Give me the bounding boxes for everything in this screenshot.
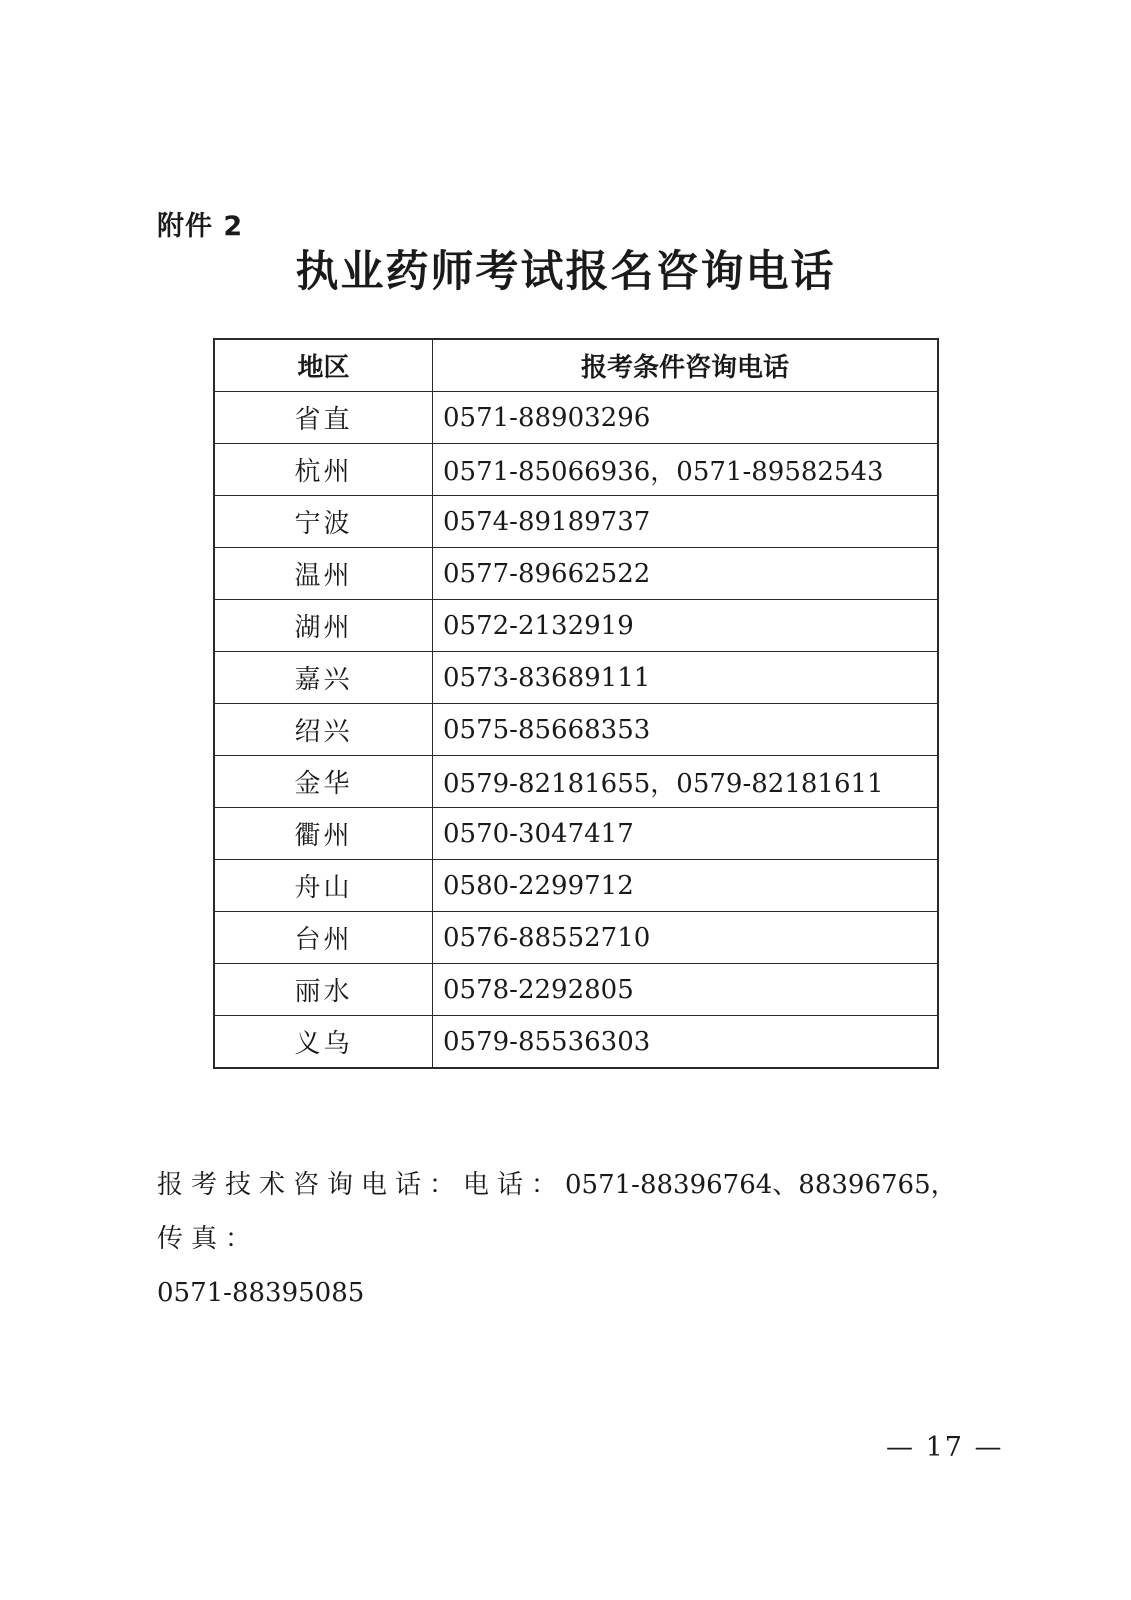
phone-cell: 0577-89662522: [433, 548, 939, 600]
phone-cell: 0570-3047417: [433, 808, 939, 860]
table-row: [214, 964, 938, 1016]
phone-cell: 0571-88903296: [433, 392, 939, 444]
table-row: [214, 444, 938, 496]
tech-support-note: [157, 1158, 987, 1320]
region-cell: 宁波: [214, 496, 433, 548]
table-row: [214, 756, 938, 808]
region-cell: 湖州: [214, 600, 433, 652]
phone-cell: 0579-85536303: [433, 1016, 939, 1069]
phone-cell: 0574-89189737: [433, 496, 939, 548]
phone-cell: 0580-2299712: [433, 860, 939, 912]
phone-cell: 0579-82181655，0579-82181611: [433, 756, 939, 808]
table-row: [214, 704, 938, 756]
region-cell: 金华: [214, 756, 433, 808]
table-row: [214, 912, 938, 964]
region-cell: 舟山: [214, 860, 433, 912]
region-cell: 绍兴: [214, 704, 433, 756]
table-row: [214, 548, 938, 600]
region-cell: 省直: [214, 392, 433, 444]
table-row: [214, 496, 938, 548]
region-cell: 义乌: [214, 1016, 433, 1069]
region-cell: 丽水: [214, 964, 433, 1016]
phone-cell: 0572-2132919: [433, 600, 939, 652]
region-cell: 杭州: [214, 444, 433, 496]
phone-cell: 0575-85668353: [433, 704, 939, 756]
table-row: [214, 652, 938, 704]
tech-support-label: 报考技术咨询电话：电话：: [157, 1170, 566, 1200]
page-number: — 17 —: [886, 1432, 1004, 1463]
fax-label: 传真：: [157, 1224, 260, 1254]
region-cell: 衢州: [214, 808, 433, 860]
header-phone: 报考条件咨询电话: [433, 339, 939, 392]
header-region: 地区: [214, 339, 433, 392]
contact-table: [213, 338, 939, 1069]
table-row: [214, 808, 938, 860]
table-row: [214, 860, 938, 912]
phone-cell: 0573-83689111: [433, 652, 939, 704]
fax-number: 0571-88395085: [157, 1278, 365, 1308]
region-cell: 嘉兴: [214, 652, 433, 704]
table-body: [214, 392, 938, 1069]
phone-cell: 0571-85066936，0571-89582543: [433, 444, 939, 496]
table-row: [214, 1016, 938, 1069]
table-header-row: [214, 339, 938, 392]
region-cell: 台州: [214, 912, 433, 964]
table-row: [214, 392, 938, 444]
phone-cell: 0576-88552710: [433, 912, 939, 964]
tech-support-phones: 0571-88396764、88396765，: [565, 1170, 957, 1200]
attachment-label: 附件 2: [157, 211, 244, 242]
table-row: [214, 600, 938, 652]
region-cell: 温州: [214, 548, 433, 600]
page-title: 执业药师考试报名咨询电话: [295, 247, 836, 297]
phone-cell: 0578-2292805: [433, 964, 939, 1016]
